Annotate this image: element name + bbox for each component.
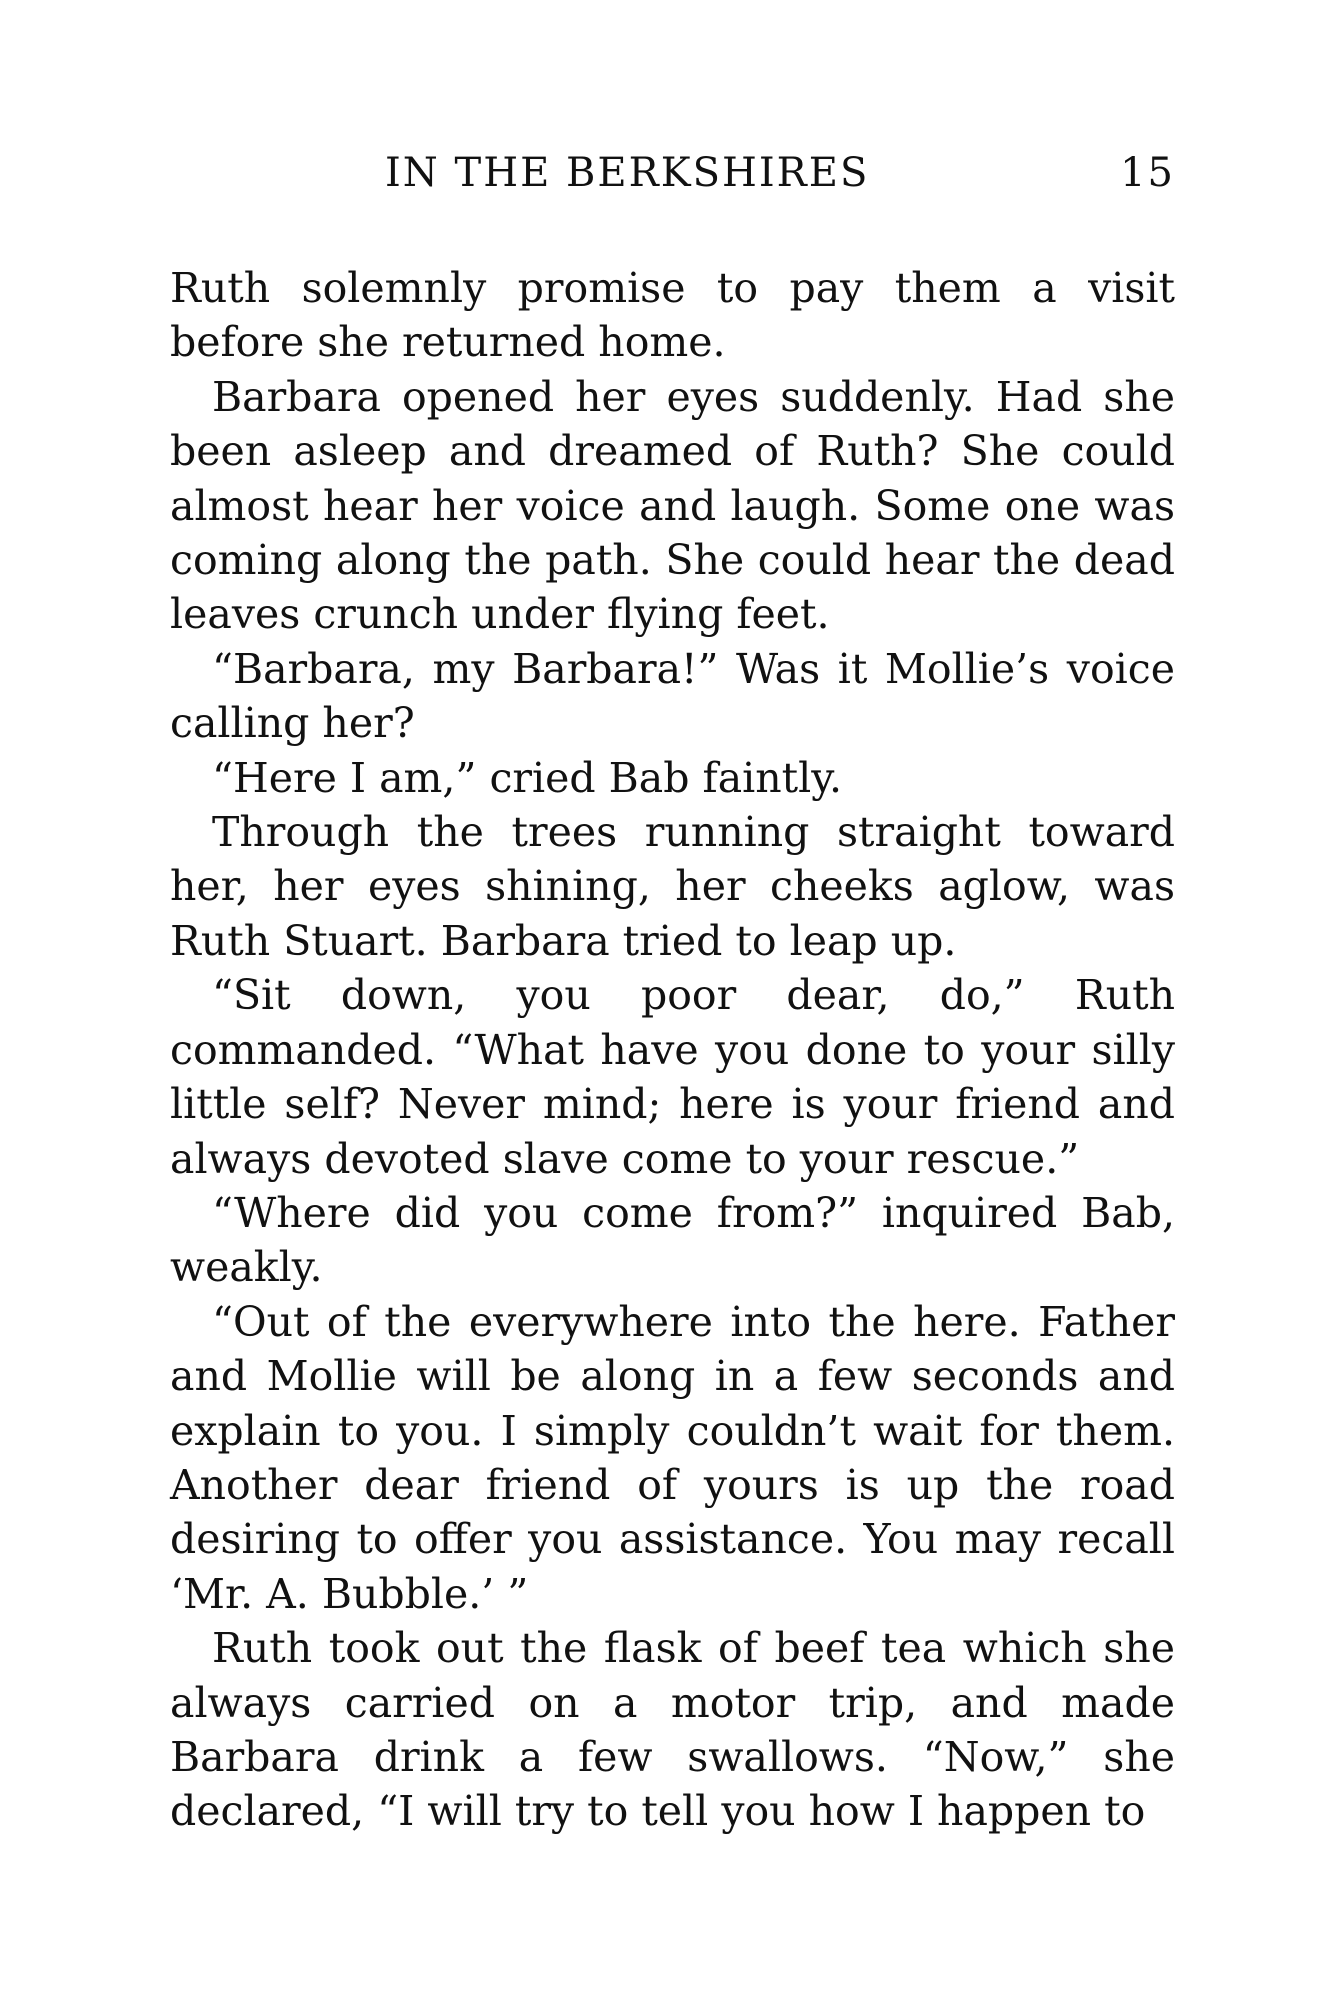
paragraph: Ruth took out the flask of beef tea which she always carried on a motor trip, and made Barbara drink a few swallows. “Now,” she declared, “I will try to tell you how I happen to bbox=[170, 1624, 1175, 1836]
paragraph: “Out of the everywhere into the here. Father and Mollie will be along in a few seconds and explain to you. I simply couldn’t wait for them. Another dear friend of yours is up the road desiring to offer you assistance. You may recall ‘Mr. A. Bubble.’ ” bbox=[170, 1297, 1175, 1618]
running-header bbox=[170, 150, 1175, 200]
paragraph: “Sit down, you poor dear, do,” Ruth commanded. “What have you done to your silly little self? Never mind; here is your friend and always devoted slave come to your rescue.” bbox=[170, 971, 1175, 1183]
paragraph: Barbara opened her eyes suddenly. Had she been asleep and dreamed of Ruth? She could almost hear her voice and laugh. Some one was coming along the path. She could hear the dead leaves crunch under flying feet. bbox=[170, 372, 1175, 639]
paragraph: “Barbara, my Barbara!” Was it Mollie’s voice calling her? bbox=[170, 644, 1175, 748]
body-text bbox=[170, 261, 1175, 1839]
paragraph: “Here I am,” cried Bab faintly. bbox=[212, 753, 842, 802]
paragraph: “Where did you come from?” inquired Bab, weakly. bbox=[170, 1188, 1175, 1292]
page-number: 15 bbox=[1120, 150, 1175, 196]
running-title: IN THE BERKSHIRES bbox=[385, 150, 870, 196]
paragraph: Ruth solemnly promise to pay them a visit before she returned home. bbox=[170, 264, 1175, 367]
paragraph: Through the trees running straight toward her, her eyes shining, her cheeks aglow, was Ruth Stuart. Barbara tried to leap up. bbox=[170, 808, 1175, 965]
